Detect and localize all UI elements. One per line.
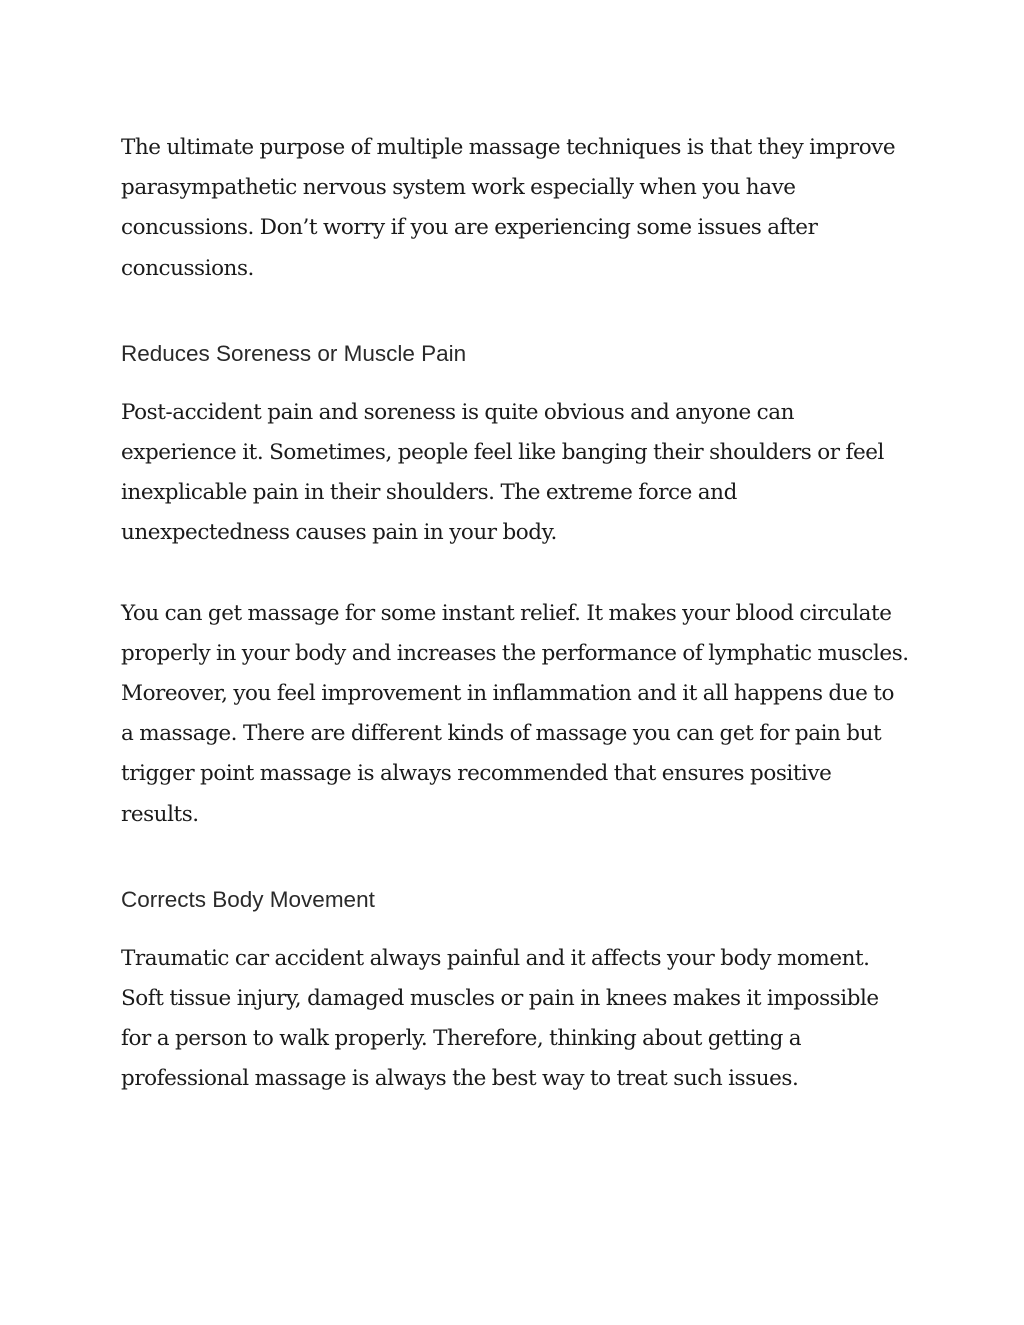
section-heading-soreness: Reduces Soreness or Muscle Pain bbox=[121, 340, 467, 366]
paragraph-intro: The ultimate purpose of multiple massage techniques is that they improve parasympathetic nervous system work especially when you have concussions. Don’t worry if you are experiencing some issues after concussions. bbox=[121, 135, 896, 281]
paragraph-post-accident-pain: Post-accident pain and soreness is quite obvious and anyone can experience it. Sometimes, people feel like banging their shoulders or feel inexplicable pain in their shoulders. The extreme force and unexpectedness causes pain in your body. bbox=[121, 399, 884, 546]
section-heading-body-movement: Corrects Body Movement bbox=[121, 886, 375, 912]
paragraph-instant-relief: You can get massage for some instant relief. It makes your blood circulate properly in your body and increases the performance of lymphatic muscles. Moreover, you feel improvement in inflammation and it all happens due to a massage. There are different kinds of massage you can get for pain but trigger point massage is always recommended that ensures positive results. bbox=[121, 600, 909, 827]
document-body bbox=[121, 128, 911, 1100]
paragraph-traumatic-accident: Traumatic car accident always painful and it affects your body moment. Soft tissue injury, damaged muscles or pain in knees makes it impossible for a person to walk properly. Therefore, thinking about getting a professional massage is always the best way to treat such issues. bbox=[121, 945, 879, 1092]
